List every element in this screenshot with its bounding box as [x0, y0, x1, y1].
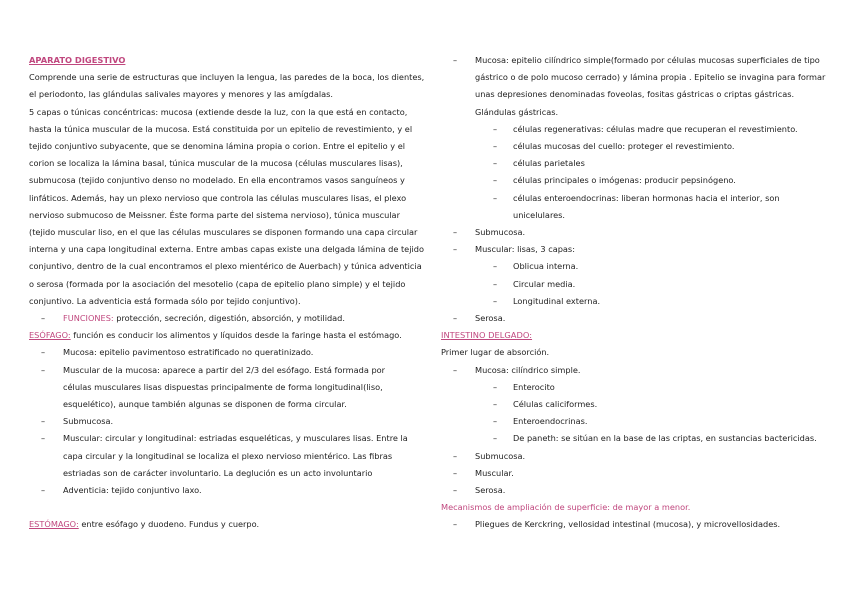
ampliacion-heading: Mecanismos de ampliación de superficie: de mayor a menor. [441, 502, 691, 513]
intro-line: submucosa (tejido conjuntivo denso no modelado. En ella encontramos vasos sanguíneos y [29, 175, 405, 186]
right-column [441, 52, 826, 534]
estomago-heading [29, 516, 414, 533]
intro-line: linfáticos. Además, hay un plexo nervioso que controla las células musculares lisas, el plexo [29, 192, 407, 203]
esofago-label: ESÓFAGO: [29, 330, 71, 341]
section-title-aparato-digestivo: APARATO DIGESTIVO [29, 55, 126, 65]
intro-line: el periodonto, las glándulas salivales mayores y menores y las amígdalas. [29, 89, 334, 100]
sub-list-item: – Enterocito [441, 379, 826, 396]
left-column [29, 52, 425, 533]
intro-line: 5 capas o túnicas concéntricas: mucosa (extiende desde la luz, con la que está en contacto, [29, 106, 408, 117]
list-item: – Submucosa. [29, 413, 414, 430]
list-item: – Pliegues de Kerckring, vellosidad intestinal (mucosa), y microvellosidades. [441, 516, 826, 533]
list-item: – Muscular de la mucosa: aparece a partir del 2/3 del esófago. Está formada por [29, 362, 414, 379]
sub-list-item: – Longitudinal externa. [441, 293, 826, 310]
list-item: – Submucosa. [441, 224, 826, 241]
intro-line: tejido conjuntivo subyacente, que se denomina lámina propia o corion. Entre el epitelio y el [29, 141, 406, 152]
list-item: – Muscular. [441, 465, 826, 482]
list-item-continued: esquelético), aunque también algunas se disponen de forma circular. [63, 399, 347, 410]
sub-list-item: – células principales o imógenas: producir pepsinógeno. [441, 172, 826, 189]
sub-list-item: – Células caliciformes. [441, 396, 826, 413]
intro-line: Comprende una serie de estructuras que incluyen la lengua, las paredes de la boca, los dientes, [29, 72, 425, 83]
sub-list-item-continued: unicelulares. [513, 209, 566, 220]
list-item-continued: Glándulas gástricas. [475, 106, 559, 117]
intro-line: hasta la túnica muscular de la mucosa. Está constituida por un epitelio de revestimiento, y el [29, 123, 413, 134]
list-item: – Mucosa: epitelio cilíndrico simple(formado por células mucosas superficiales de tipo [441, 52, 826, 69]
intro-line: o serosa (formada por la asociación del mesotelio (capa de epitelio plano simple) y el tejido [29, 278, 406, 289]
list-item: – Serosa. [441, 310, 826, 327]
list-item: – Submucosa. [441, 448, 826, 465]
functions-item [29, 310, 414, 327]
list-item-continued: estriadas son de carácter involuntario. La deglución es un acto involuntario [63, 467, 373, 478]
sub-list-item: – células parietales [441, 155, 826, 172]
sub-list-item: – células enteroendocrinas: liberan hormonas hacia el interior, son [441, 190, 826, 207]
list-item: – Mucosa: epitelio pavimentoso estratificado no queratinizado. [29, 344, 414, 361]
intro-line: interna y una capa longitudinal externa. Entre ambas capas existe una delgada lámina de tejido [29, 244, 424, 255]
sub-list-item: – Circular media. [441, 276, 826, 293]
sub-list-item: – De paneth: se sitúan en la base de las criptas, en sustancias bactericidas. [441, 430, 826, 447]
intestino-intro: Primer lugar de absorción. [441, 347, 550, 358]
section-title-intestino-delgado: INTESTINO DELGADO: [441, 330, 533, 341]
list-item: – Serosa. [441, 482, 826, 499]
list-item-continued: unas depresiones denominadas foveolas, fositas gástricas o criptas gástricas. [475, 89, 795, 100]
functions-text: protección, secreción, digestión, absorción, y motilidad. [113, 313, 345, 324]
list-item: – Muscular: circular y longitudinal: estriadas esqueléticas, y musculares lisas. Entre la [29, 430, 414, 447]
functions-label: FUNCIONES: [63, 313, 114, 324]
list-item-continued: gástrico o de polo mucoso cerrado) y lámina propia . Epitelio se invagina para formar [475, 72, 826, 83]
list-item: – Muscular: lisas, 3 capas: [441, 241, 826, 258]
sub-list-item: – células mucosas del cuello: proteger el revestimiento. [441, 138, 826, 155]
esofago-text: función es conducir los alimentos y líquidos desde la faringe hasta el estómago. [70, 330, 402, 341]
intro-line: nervioso submucoso de Meissner. Éste forma parte del sistema nervioso), túnica muscular [29, 209, 400, 220]
intro-line: conjuntivo. La adventicia está formada sólo por tejido conjuntivo). [29, 295, 301, 306]
list-item: – Adventicia: tejido conjuntivo laxo. [29, 482, 414, 499]
intro-line: corion se localiza la lámina basal, túnica muscular de la mucosa (células musculares lisas), [29, 158, 403, 169]
intro-line: (tejido muscular liso, en el que las células musculares se disponen formando una capa circular [29, 227, 418, 238]
sub-list-item: – Oblicua interna. [441, 258, 826, 275]
estomago-label: ESTÓMAGO: [29, 519, 79, 530]
sub-list-item: – células regenerativas: células madre que recuperan el revestimiento. [441, 121, 826, 138]
list-item-continued: células musculares lisas dispuestas principalmente de forma longitudinal(liso, [63, 381, 383, 392]
spacer [29, 499, 414, 516]
intro-line: conjuntivo, dentro de la cual encontramos el plexo mientérico de Auerbach) y túnica adventicia [29, 261, 422, 272]
list-item: – Mucosa: cilíndrico simple. [441, 362, 826, 379]
esofago-heading [29, 327, 414, 344]
list-item-continued: capa circular y la longitudinal se localiza el plexo nervioso mientérico. Las fibras [63, 450, 393, 461]
sub-list-item: – Enteroendocrinas. [441, 413, 826, 430]
estomago-text: entre esófago y duodeno. Fundus y cuerpo. [78, 519, 260, 530]
